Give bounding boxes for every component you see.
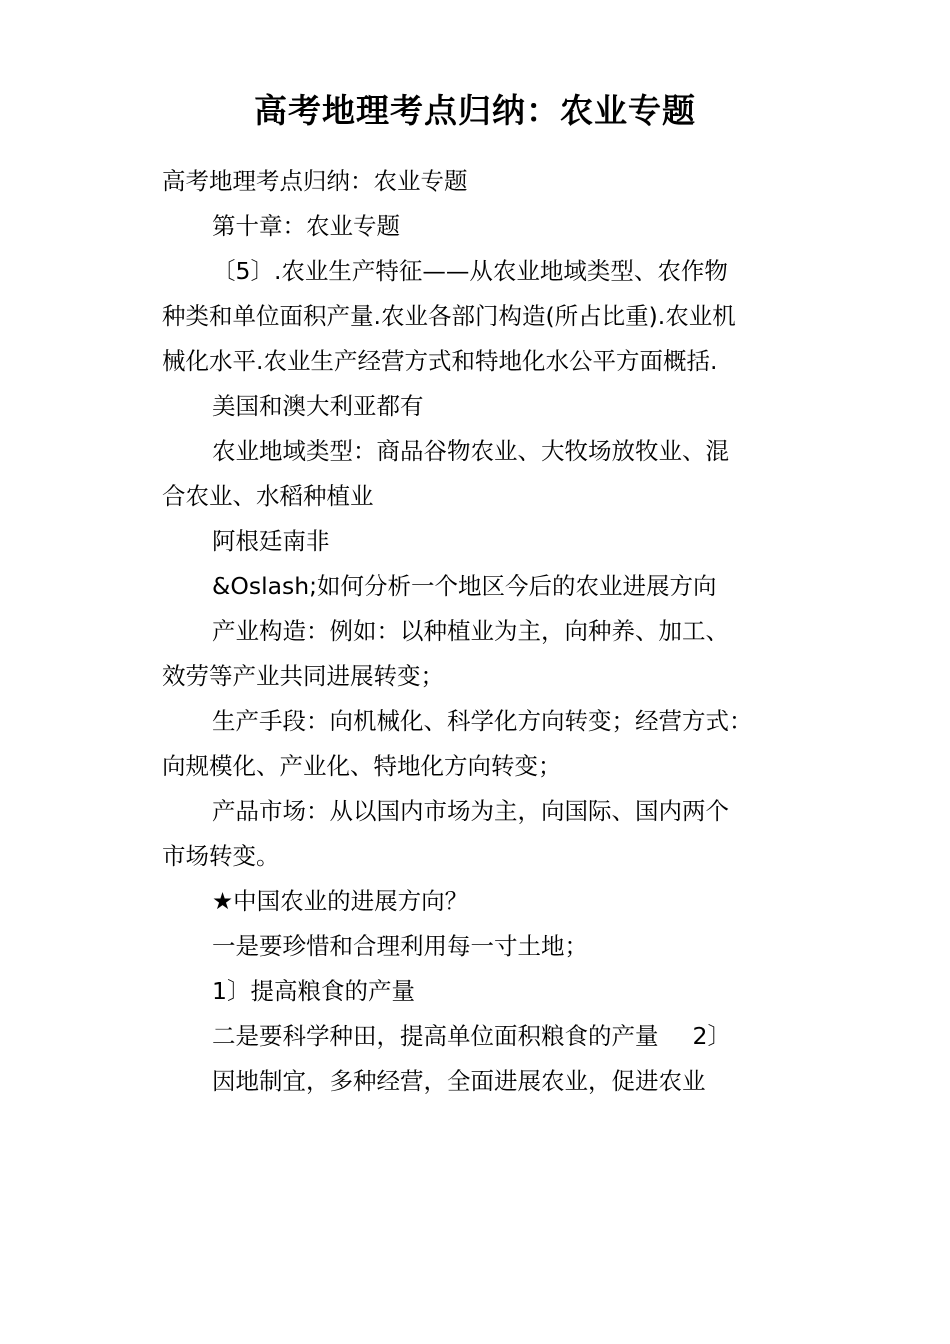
text-line: 种类和单位面积产量.农业各部门构造(所占比重).农业机 xyxy=(162,302,736,330)
text-line: &Oslash;如何分析一个地区今后的农业进展方向 xyxy=(212,572,717,600)
text-segment: 二是要科学种田，提高单位面积粮食的产量 xyxy=(212,1022,659,1050)
text-line: 产品市场：从以国内市场为主，向国际、国内两个 xyxy=(212,797,729,825)
text-line: 产业构造：例如：以种植业为主，向种养、加工、 xyxy=(212,617,729,645)
text-line: 农业地域类型：商品谷物农业、大牧场放牧业、混 xyxy=(212,437,729,465)
text-line: 阿根廷南非 xyxy=(212,527,330,555)
text-line: 第十章：农业专题 xyxy=(212,212,400,240)
text-line: 向规模化、产业化、特地化方向转变； xyxy=(162,752,562,780)
text-line: 械化水平.农业生产经营方式和特地化水公平方面概括. xyxy=(162,347,718,375)
text-segment: 2〕 xyxy=(692,1022,731,1050)
text-line: 因地制宜，多种经营，全面进展农业，促进农业 xyxy=(212,1067,706,1095)
text-line: 合农业、水稻种植业 xyxy=(162,482,374,510)
text-line: 高考地理考点归纳：农业专题 xyxy=(162,167,468,195)
document-title: 高考地理考点归纳：农业专题 xyxy=(254,91,696,130)
text-line: 一是要珍惜和合理利用每一寸土地； xyxy=(212,932,588,960)
text-line xyxy=(162,1014,792,1059)
text-line: 美国和澳大利亚都有 xyxy=(212,392,424,420)
text-line: 生产手段：向机械化、科学化方向转变；经营方式： xyxy=(212,707,753,735)
text-line: 〔5〕.农业生产特征——从农业地域类型、农作物 xyxy=(212,257,728,285)
text-line: 1〕提高粮食的产量 xyxy=(212,977,415,1005)
document-body xyxy=(162,159,792,1104)
text-line: 效劳等产业共同进展转变； xyxy=(162,662,444,690)
text-line: 市场转变。 xyxy=(162,842,280,870)
text-line: ★中国农业的进展方向？ xyxy=(212,887,469,915)
